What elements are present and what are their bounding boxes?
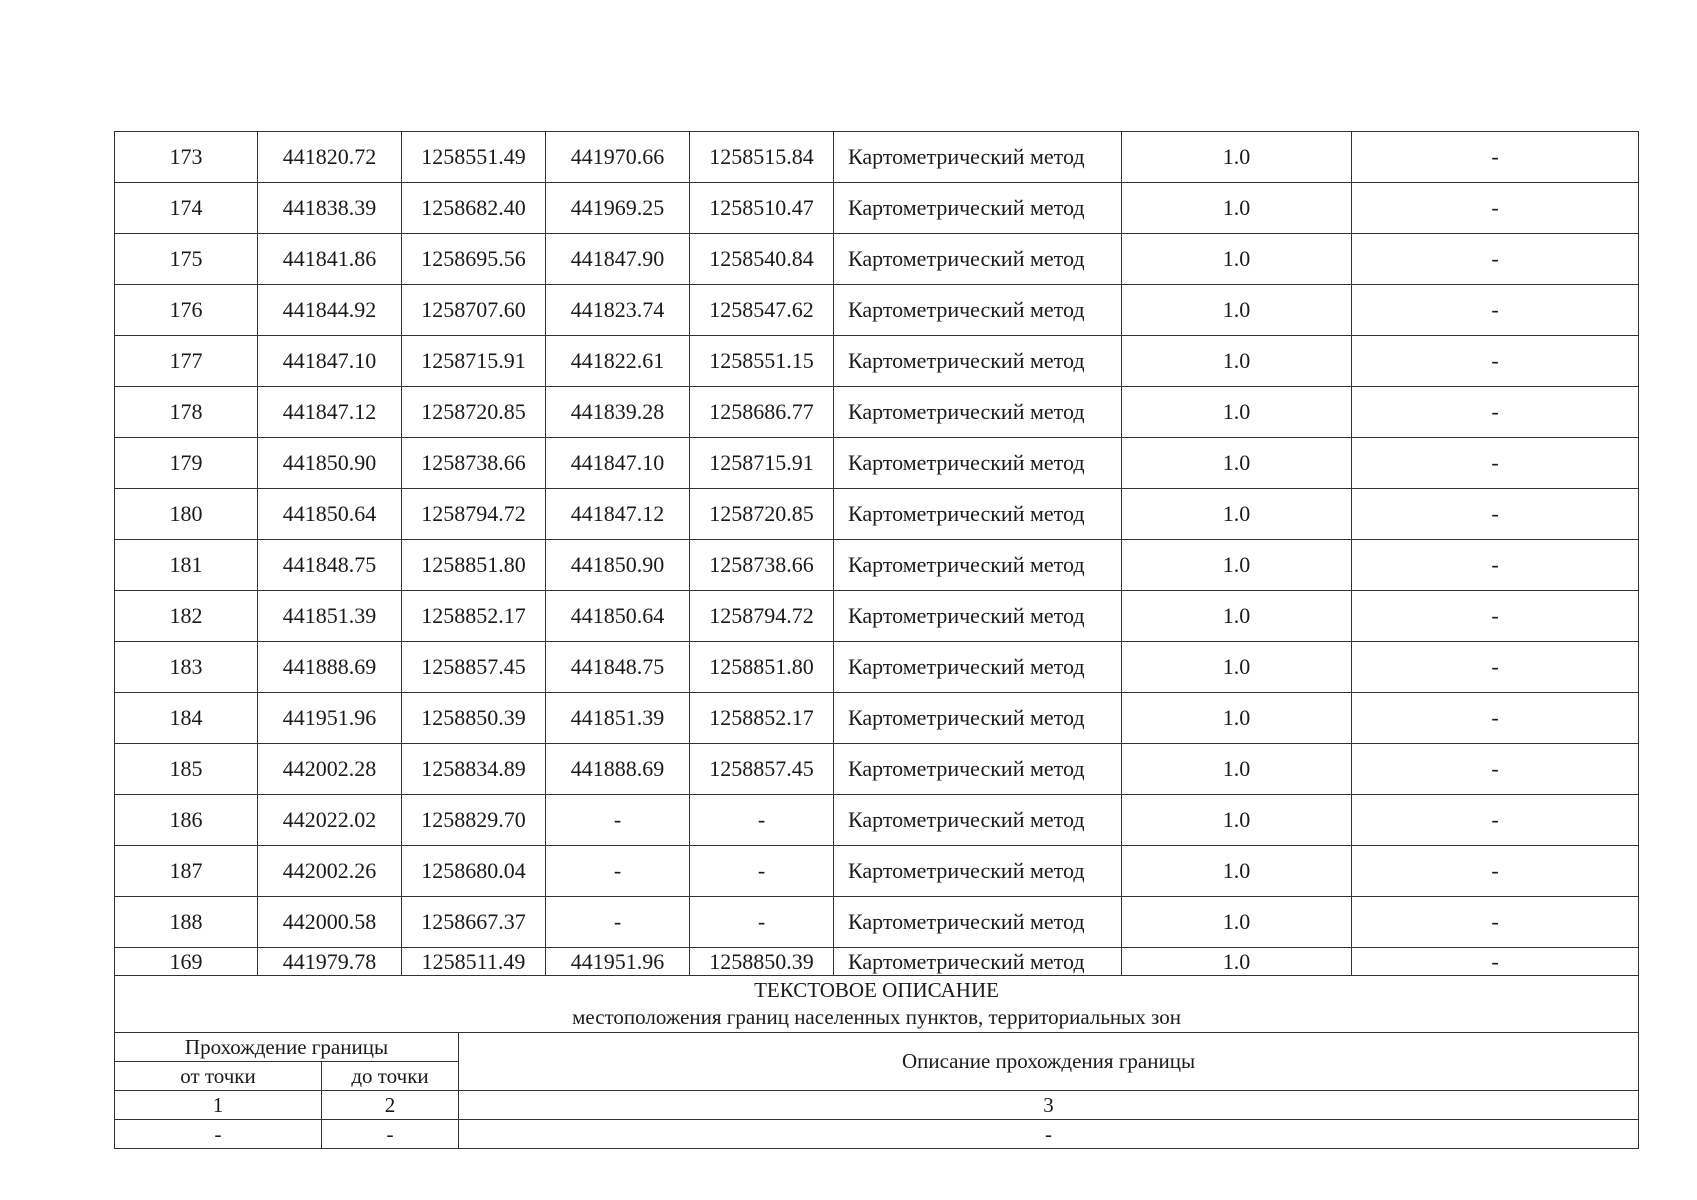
point-number-cell: 178 xyxy=(115,387,258,438)
method-cell: Картометрический метод xyxy=(834,489,1122,540)
point-number-cell: 180 xyxy=(115,489,258,540)
description-title: ТЕКСТОВОЕ ОПИСАНИЕ xyxy=(754,978,999,1002)
x-coord-adj-cell: 441888.69 xyxy=(546,744,690,795)
method-cell: Картометрический метод xyxy=(834,693,1122,744)
x-coord-adj-cell: 441850.90 xyxy=(546,540,690,591)
note-cell: - xyxy=(1352,591,1639,642)
x-coord-adj-cell: - xyxy=(546,897,690,948)
point-number-cell: 175 xyxy=(115,234,258,285)
note-cell: - xyxy=(1352,336,1639,387)
x-coord-cell: 441850.64 xyxy=(258,489,402,540)
accuracy-cell: 1.0 xyxy=(1122,846,1352,897)
y-coord-cell: 1258680.04 xyxy=(402,846,546,897)
x-coord-adj-cell: 441847.12 xyxy=(546,489,690,540)
y-coord-cell: 1258667.37 xyxy=(402,897,546,948)
y-coord-adj-cell: 1258515.84 xyxy=(690,132,834,183)
method-cell: Картометрический метод xyxy=(834,183,1122,234)
note-cell: - xyxy=(1352,948,1639,976)
accuracy-cell: 1.0 xyxy=(1122,540,1352,591)
point-number-cell: 181 xyxy=(115,540,258,591)
method-cell: Картометрический метод xyxy=(834,387,1122,438)
method-cell: Картометрический метод xyxy=(834,132,1122,183)
y-coord-adj-cell: 1258851.80 xyxy=(690,642,834,693)
method-cell: Картометрический метод xyxy=(834,846,1122,897)
x-coord-cell: 441851.39 xyxy=(258,591,402,642)
y-coord-adj-cell: - xyxy=(690,795,834,846)
y-coord-cell: 1258720.85 xyxy=(402,387,546,438)
y-coord-adj-cell: 1258720.85 xyxy=(690,489,834,540)
x-coord-cell: 441841.86 xyxy=(258,234,402,285)
x-coord-cell: 441847.12 xyxy=(258,387,402,438)
table-row xyxy=(115,489,1639,540)
x-coord-adj-cell: 441839.28 xyxy=(546,387,690,438)
y-coord-cell: 1258794.72 xyxy=(402,489,546,540)
point-number-cell: 188 xyxy=(115,897,258,948)
table-row xyxy=(115,846,1639,897)
document-page xyxy=(114,131,1638,1149)
accuracy-cell: 1.0 xyxy=(1122,948,1352,976)
point-number-cell: 179 xyxy=(115,438,258,489)
y-coord-adj-cell: 1258547.62 xyxy=(690,285,834,336)
x-coord-adj-cell: 441823.74 xyxy=(546,285,690,336)
table-row xyxy=(115,693,1639,744)
x-coord-adj-cell: 441847.10 xyxy=(546,438,690,489)
note-cell: - xyxy=(1352,795,1639,846)
accuracy-cell: 1.0 xyxy=(1122,693,1352,744)
x-coord-adj-cell: - xyxy=(546,795,690,846)
table-row xyxy=(115,795,1639,846)
y-coord-adj-cell: 1258540.84 xyxy=(690,234,834,285)
x-coord-adj-cell: 441969.25 xyxy=(546,183,690,234)
accuracy-cell: 1.0 xyxy=(1122,132,1352,183)
note-cell: - xyxy=(1352,132,1639,183)
y-coord-cell: 1258850.39 xyxy=(402,693,546,744)
y-coord-cell: 1258834.89 xyxy=(402,744,546,795)
y-coord-cell: 1258551.49 xyxy=(402,132,546,183)
col-number-3: 3 xyxy=(459,1091,1639,1120)
accuracy-cell: 1.0 xyxy=(1122,795,1352,846)
y-coord-cell: 1258857.45 xyxy=(402,642,546,693)
point-number-cell: 185 xyxy=(115,744,258,795)
x-coord-adj-cell: 441851.39 xyxy=(546,693,690,744)
note-cell: - xyxy=(1352,438,1639,489)
y-coord-adj-cell: 1258857.45 xyxy=(690,744,834,795)
y-coord-adj-cell: 1258794.72 xyxy=(690,591,834,642)
point-number-cell: 182 xyxy=(115,591,258,642)
table-row xyxy=(115,744,1639,795)
point-number-cell: 173 xyxy=(115,132,258,183)
header-to-point: до точки xyxy=(322,1062,459,1091)
table-row xyxy=(115,336,1639,387)
method-cell: Картометрический метод xyxy=(834,948,1122,976)
accuracy-cell: 1.0 xyxy=(1122,591,1352,642)
x-coord-cell: 441847.10 xyxy=(258,336,402,387)
value-description: - xyxy=(459,1120,1639,1149)
table-row xyxy=(115,387,1639,438)
y-coord-adj-cell: 1258686.77 xyxy=(690,387,834,438)
y-coord-cell: 1258829.70 xyxy=(402,795,546,846)
y-coord-cell: 1258682.40 xyxy=(402,183,546,234)
coordinates-table-body xyxy=(115,132,1639,976)
note-cell: - xyxy=(1352,642,1639,693)
method-cell: Картометрический метод xyxy=(834,234,1122,285)
x-coord-cell: 442002.28 xyxy=(258,744,402,795)
method-cell: Картометрический метод xyxy=(834,897,1122,948)
accuracy-cell: 1.0 xyxy=(1122,438,1352,489)
point-number-cell: 176 xyxy=(115,285,258,336)
y-coord-cell: 1258738.66 xyxy=(402,438,546,489)
method-cell: Картометрический метод xyxy=(834,438,1122,489)
table-row xyxy=(115,591,1639,642)
x-coord-cell: 441838.39 xyxy=(258,183,402,234)
note-cell: - xyxy=(1352,744,1639,795)
accuracy-cell: 1.0 xyxy=(1122,234,1352,285)
header-from-point: от точки xyxy=(115,1062,322,1091)
point-number-cell: 174 xyxy=(115,183,258,234)
value-to-point: - xyxy=(322,1120,459,1149)
y-coord-adj-cell: - xyxy=(690,846,834,897)
table-row xyxy=(115,183,1639,234)
y-coord-cell: 1258715.91 xyxy=(402,336,546,387)
method-cell: Картометрический метод xyxy=(834,744,1122,795)
x-coord-adj-cell: 441970.66 xyxy=(546,132,690,183)
y-coord-adj-cell: 1258715.91 xyxy=(690,438,834,489)
x-coord-cell: 441820.72 xyxy=(258,132,402,183)
table-row xyxy=(115,438,1639,489)
note-cell: - xyxy=(1352,897,1639,948)
x-coord-adj-cell: 441847.90 xyxy=(546,234,690,285)
y-coord-cell: 1258851.80 xyxy=(402,540,546,591)
accuracy-cell: 1.0 xyxy=(1122,285,1352,336)
table-row xyxy=(115,234,1639,285)
y-coord-adj-cell: 1258850.39 xyxy=(690,948,834,976)
table-row xyxy=(115,948,1639,976)
x-coord-adj-cell: - xyxy=(546,846,690,897)
x-coord-cell: 441850.90 xyxy=(258,438,402,489)
method-cell: Картометрический метод xyxy=(834,795,1122,846)
point-number-cell: 184 xyxy=(115,693,258,744)
table-row xyxy=(115,540,1639,591)
x-coord-cell: 442000.58 xyxy=(258,897,402,948)
note-cell: - xyxy=(1352,489,1639,540)
x-coord-cell: 442002.26 xyxy=(258,846,402,897)
header-passage: Прохождение границы xyxy=(115,1033,459,1062)
x-coord-adj-cell: 441951.96 xyxy=(546,948,690,976)
x-coord-cell: 441848.75 xyxy=(258,540,402,591)
point-number-cell: 183 xyxy=(115,642,258,693)
x-coord-cell: 442022.02 xyxy=(258,795,402,846)
text-description-table xyxy=(114,976,1639,1149)
x-coord-adj-cell: 441848.75 xyxy=(546,642,690,693)
method-cell: Картометрический метод xyxy=(834,285,1122,336)
point-number-cell: 187 xyxy=(115,846,258,897)
note-cell: - xyxy=(1352,846,1639,897)
accuracy-cell: 1.0 xyxy=(1122,489,1352,540)
y-coord-adj-cell: 1258738.66 xyxy=(690,540,834,591)
accuracy-cell: 1.0 xyxy=(1122,744,1352,795)
description-title-cell xyxy=(115,976,1639,1033)
table-row xyxy=(115,132,1639,183)
y-coord-adj-cell: - xyxy=(690,897,834,948)
method-cell: Картометрический метод xyxy=(834,540,1122,591)
y-coord-cell: 1258695.56 xyxy=(402,234,546,285)
header-description: Описание прохождения границы xyxy=(459,1033,1639,1091)
note-cell: - xyxy=(1352,540,1639,591)
x-coord-cell: 441979.78 xyxy=(258,948,402,976)
point-number-cell: 177 xyxy=(115,336,258,387)
accuracy-cell: 1.0 xyxy=(1122,336,1352,387)
y-coord-cell: 1258511.49 xyxy=(402,948,546,976)
note-cell: - xyxy=(1352,387,1639,438)
y-coord-cell: 1258707.60 xyxy=(402,285,546,336)
point-number-cell: 169 xyxy=(115,948,258,976)
coordinates-table xyxy=(114,131,1639,976)
note-cell: - xyxy=(1352,183,1639,234)
x-coord-cell: 441951.96 xyxy=(258,693,402,744)
y-coord-cell: 1258852.17 xyxy=(402,591,546,642)
method-cell: Картометрический метод xyxy=(834,642,1122,693)
table-row xyxy=(115,285,1639,336)
y-coord-adj-cell: 1258510.47 xyxy=(690,183,834,234)
value-from-point: - xyxy=(115,1120,322,1149)
x-coord-cell: 441888.69 xyxy=(258,642,402,693)
table-row xyxy=(115,642,1639,693)
x-coord-adj-cell: 441850.64 xyxy=(546,591,690,642)
note-cell: - xyxy=(1352,234,1639,285)
table-row xyxy=(115,897,1639,948)
accuracy-cell: 1.0 xyxy=(1122,387,1352,438)
y-coord-adj-cell: 1258551.15 xyxy=(690,336,834,387)
description-subtitle: местоположения границ населенных пунктов, территориальных зон xyxy=(572,1005,1181,1029)
accuracy-cell: 1.0 xyxy=(1122,183,1352,234)
note-cell: - xyxy=(1352,693,1639,744)
accuracy-cell: 1.0 xyxy=(1122,897,1352,948)
col-number-1: 1 xyxy=(115,1091,322,1120)
note-cell: - xyxy=(1352,285,1639,336)
method-cell: Картометрический метод xyxy=(834,336,1122,387)
x-coord-cell: 441844.92 xyxy=(258,285,402,336)
point-number-cell: 186 xyxy=(115,795,258,846)
col-number-2: 2 xyxy=(322,1091,459,1120)
accuracy-cell: 1.0 xyxy=(1122,642,1352,693)
method-cell: Картометрический метод xyxy=(834,591,1122,642)
x-coord-adj-cell: 441822.61 xyxy=(546,336,690,387)
y-coord-adj-cell: 1258852.17 xyxy=(690,693,834,744)
